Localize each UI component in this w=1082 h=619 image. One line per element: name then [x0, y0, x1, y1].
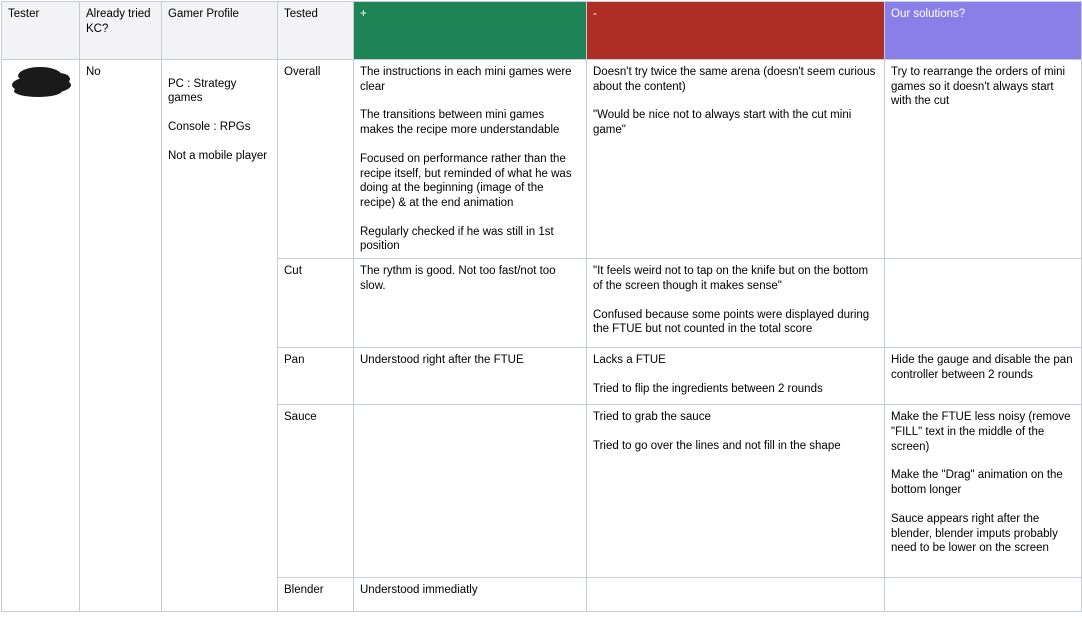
cell-negative[interactable]: [587, 348, 885, 405]
note-line: The instructions in each mini games were clear: [360, 66, 572, 93]
note-line: Doesn't try twice the same arena (doesn't seem curious about the content): [593, 66, 876, 93]
cell-solutions[interactable]: [885, 405, 1082, 578]
cell-positive[interactable]: [354, 578, 587, 612]
note-line: Hide the gauge and disable the pan controller between 2 rounds: [891, 354, 1073, 381]
note-line: Confused because some points were displayed during the FTUE but not counted in the total score: [593, 308, 870, 336]
note-line: Regularly checked if he was still in 1st position: [360, 225, 554, 253]
column-header-already-tried-kc[interactable]: Already tried KC?: [80, 2, 162, 60]
cell-solutions[interactable]: [885, 348, 1082, 405]
cell-negative[interactable]: [587, 578, 885, 612]
cell-positive[interactable]: [354, 348, 587, 405]
cell-solutions[interactable]: [885, 578, 1082, 612]
note-line: Make the "Drag" animation on the bottom longer: [891, 469, 1063, 497]
note-line: Focused on performance rather than the recipe itself, but reminded of what he was doing at the beginning (image of the recipe) & at the end animation: [360, 152, 572, 210]
column-header-our-solutions[interactable]: Our solutions?: [885, 2, 1082, 60]
cell-negative[interactable]: [587, 405, 885, 578]
cell-positive[interactable]: [354, 60, 587, 259]
note-line: Tried to flip the ingredients between 2 rounds: [593, 382, 823, 395]
column-header-negative[interactable]: -: [587, 2, 885, 60]
note-line: Tried to grab the sauce: [593, 411, 711, 424]
note-line: The rythm is good. Not too fast/not too slow.: [360, 265, 556, 292]
cell-gamer-profile[interactable]: [162, 60, 278, 612]
cell-tested-label[interactable]: Cut: [278, 259, 354, 348]
cell-negative[interactable]: [587, 60, 885, 259]
cell-solutions[interactable]: [885, 259, 1082, 348]
playtest-feedback-table: [1, 1, 1082, 612]
note-line: Sauce appears right after the blender, blender imputs probably need to be lower on the screen: [891, 512, 1058, 555]
cell-tested-label[interactable]: Sauce: [278, 405, 354, 578]
note-line: "It feels weird not to tap on the knife but on the bottom of the screen though it makes sense": [593, 265, 869, 292]
column-header-tester[interactable]: Tester: [2, 2, 80, 60]
cell-tested-label[interactable]: Pan: [278, 348, 354, 405]
note-line: Tried to go over the lines and not fill in the shape: [593, 439, 841, 452]
note-line: Understood immediatly: [360, 584, 478, 597]
redaction-scribble: [12, 67, 74, 99]
column-header-tested[interactable]: Tested: [278, 2, 354, 60]
cell-positive[interactable]: [354, 259, 587, 348]
table-body: [2, 60, 1082, 612]
column-header-positive[interactable]: +: [354, 2, 587, 60]
column-header-gamer-profile[interactable]: Gamer Profile: [162, 2, 278, 60]
table-row: [2, 60, 1082, 259]
cell-tested-label[interactable]: Blender: [278, 578, 354, 612]
profile-line: PC : Strategy games: [168, 77, 237, 105]
note-line: Lacks a FTUE: [593, 354, 666, 367]
profile-line: Not a mobile player: [168, 149, 268, 162]
cell-tested-label[interactable]: Overall: [278, 60, 354, 259]
profile-line: Console : RPGs: [168, 120, 251, 133]
note-line: "Would be nice not to always start with the cut mini game": [593, 109, 852, 137]
cell-tester-name[interactable]: [2, 60, 80, 612]
note-line: Understood right after the FTUE: [360, 354, 524, 367]
spreadsheet-canvas: [0, 1, 1082, 619]
cell-positive[interactable]: [354, 405, 587, 578]
table-header-row: [2, 2, 1082, 60]
cell-solutions[interactable]: [885, 60, 1082, 259]
note-line: Try to rearrange the orders of mini games so it doesn't always start with the cut: [891, 66, 1066, 108]
cell-already-tried-kc[interactable]: No: [80, 60, 162, 612]
note-line: The transitions between mini games makes the recipe more understandable: [360, 109, 560, 137]
cell-negative[interactable]: [587, 259, 885, 348]
note-line: Make the FTUE less noisy (remove "FILL" text in the middle of the screen): [891, 411, 1071, 453]
